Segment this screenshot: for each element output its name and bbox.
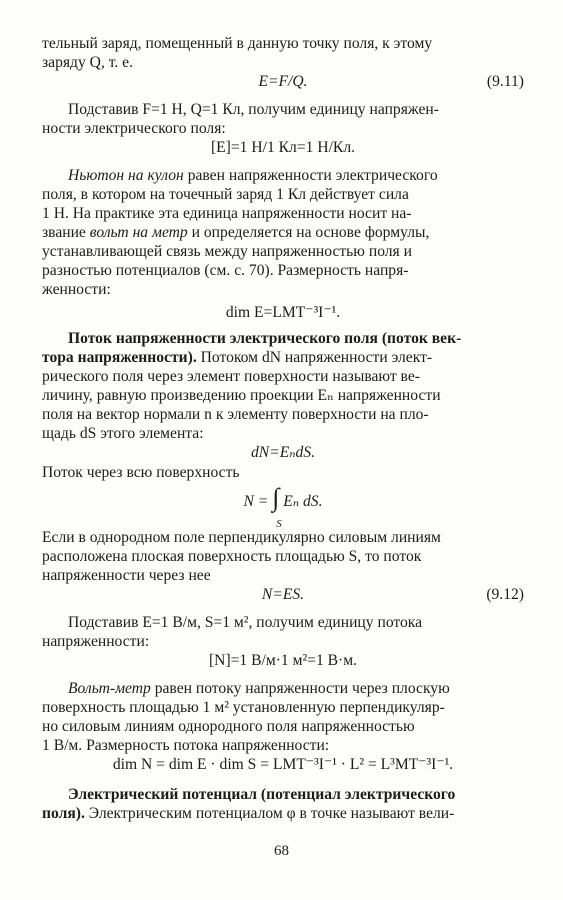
equation-formula: dim E=LMT⁻³I⁻¹. (225, 304, 341, 321)
text-line: Подставив F=1 Н, Q=1 Кл, получим единицу напряжен- (68, 101, 439, 118)
text-span: Электрическим потенциалом φ в точке называют вели- (84, 805, 455, 822)
equation-formula: [N]=1 В/м·1 м²=1 В·м. (208, 652, 358, 669)
equation-formula: dN=EₙdS. (250, 444, 316, 461)
paragraph-line (42, 348, 524, 367)
equation-formula: N=ES. (261, 586, 305, 603)
equation-formula: dim N = dim E · dim S = LMT⁻³I⁻¹ · L² = L³MT⁻³I⁻¹. (112, 756, 454, 773)
text-line: разностью потенциалов (см. с. 70). Размерность напря- (42, 262, 409, 279)
paragraph-line (42, 223, 524, 242)
term-newton-per-coulomb: Ньютон на кулон (68, 167, 184, 184)
text-line: женности: (42, 281, 111, 298)
equation-left: N = (243, 493, 269, 510)
equation-number: (9.11) (486, 73, 524, 90)
text-line: личину, равную произведению проекции Eₙ напряженности (42, 387, 441, 404)
text-line: но силовым линиям однородного поля напряженностью (42, 718, 415, 735)
section-heading-cont: поля). (42, 805, 85, 822)
equation-dim-n (42, 755, 524, 775)
text-line: щадь dS этого элемента: (42, 425, 204, 442)
text-span: равен напряженности электрического (183, 167, 438, 184)
page-body (42, 34, 524, 823)
equation-flux-integral (42, 482, 524, 531)
term-volt-meter: Вольт-метр (68, 680, 151, 697)
paragraph-line (42, 166, 524, 185)
text-line: поверхность площадью 1 м² установленную перпендикуляр- (42, 699, 445, 716)
text-line: Поток через всю поверхность (42, 464, 240, 481)
text-line: устанавливающей связь между напряженностью поля и (42, 243, 412, 260)
integral-subscript: S (276, 518, 282, 531)
text-line: рического поля через элемент поверхности называют ве- (42, 368, 420, 385)
text-line: поля, в котором на точечный заряд 1 Кл действует сила (42, 186, 409, 203)
equation-9-11 (42, 72, 524, 92)
equation-unit-n (42, 651, 524, 671)
section-heading-cont: тора напряженности). (42, 349, 197, 366)
equation-number: (9.12) (486, 586, 524, 603)
equation-dn (42, 443, 524, 463)
equation-right: Eₙ dS. (283, 493, 323, 510)
integral-sign: ∫ (272, 483, 280, 513)
text-line: поля на вектор нормали n к элементу поверхности на пло- (42, 406, 429, 423)
page-number: 68 (274, 843, 289, 859)
equation-9-12 (42, 585, 524, 605)
paragraph-line (42, 679, 524, 698)
text-line: заряду Q, т. е. (42, 54, 133, 71)
term-volt-per-meter: вольт на метр (89, 224, 188, 241)
text-line: 1 В/м. Размерность потока напряженности: (42, 737, 330, 754)
text-span: Потоком dN напряженности элект- (196, 349, 433, 366)
text-line: расположена плоская поверхность площадью S, то поток (42, 548, 422, 565)
text-line: Если в однородном поле перпендикулярно силовым линиям (42, 529, 441, 546)
equation-dim-e (42, 303, 524, 323)
text-span: звание (42, 224, 90, 241)
text-line: напряженности: (42, 633, 150, 650)
integral-symbol (272, 482, 282, 531)
equation-unit-e (42, 138, 524, 158)
equation-formula: [E]=1 Н/1 Кл=1 Н/Кл. (210, 139, 356, 156)
text-line: Подставив E=1 В/м, S=1 м², получим единицу потока (68, 614, 423, 631)
equation-formula: E=F/Q. (258, 73, 308, 90)
text-line: 1 Н. На практике эта единица напряженности носит на- (42, 205, 412, 222)
paragraph-line (42, 804, 524, 823)
text-span: и определяется на основе формулы, (187, 224, 430, 241)
text-line: тельный заряд, помещенный в данную точку поля, к этому (42, 35, 433, 52)
text-span: равен потоку напряженности через плоскую (150, 680, 450, 697)
text-line: напряженности через нее (42, 567, 211, 584)
text-line (42, 785, 524, 804)
section-heading: Поток напряженности электрического поля (поток век- (68, 330, 462, 347)
section-heading: Электрический потенциал (потенциал электрического (68, 786, 456, 803)
text-line: ности электрического поля: (42, 120, 226, 137)
text-line (42, 329, 524, 348)
